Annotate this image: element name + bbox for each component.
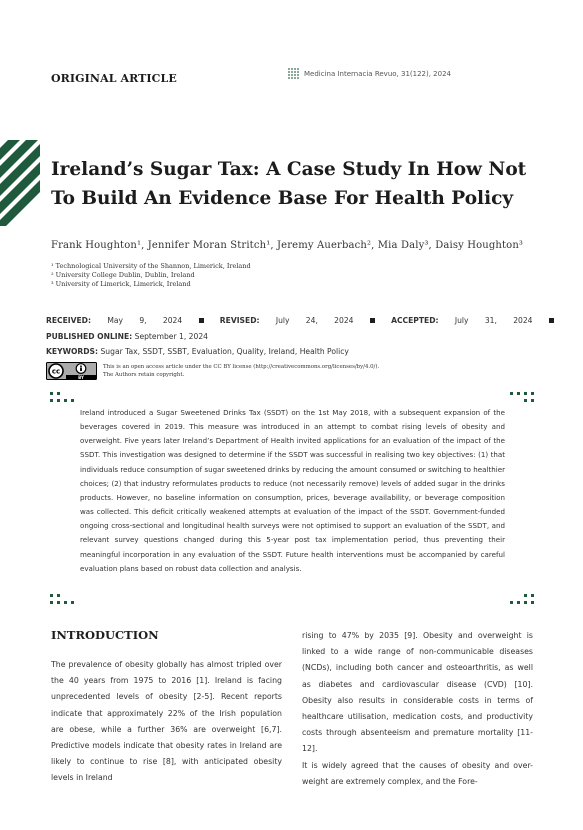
revised-day: 24, [305, 316, 318, 325]
license-line-2: The Authors retain copyright. [103, 372, 185, 378]
separator-square [199, 318, 204, 323]
article-title: Ireland’s Sugar Tax: A Case Study In How Not To Build An Evidence Base For Health Policy [51, 159, 527, 209]
published-line [46, 332, 208, 341]
revised-month: July [275, 316, 290, 325]
license-text [103, 363, 379, 379]
svg-text:cc: cc [51, 367, 61, 376]
received-day: 9, [139, 316, 147, 325]
keywords-line [46, 347, 349, 356]
dates-row [46, 316, 554, 325]
published-label: PUBLISHED ONLINE: [46, 332, 133, 341]
cc-by-icon [46, 362, 97, 380]
affiliation-3: ³ University of Limerick, Limerick, Ireland [51, 280, 191, 288]
journal-name: Medicina Internacia Revuo, 31(122), 2024 [304, 69, 451, 78]
license-block [46, 362, 379, 380]
author-list: Frank Houghton¹, Jennifer Moran Stritch¹, Jeremy Auerbach², Mia Daly³, Daisy Houghton³ [51, 240, 524, 251]
accepted-day: 31, [484, 316, 497, 325]
introduction-heading: INTRODUCTION [51, 628, 159, 642]
separator-square [370, 318, 375, 323]
affiliation-1: ¹ Technological University of the Shannon, Limerick, Ireland [51, 262, 251, 270]
grid-icon [288, 68, 299, 79]
received-label: RECEIVED: [46, 316, 92, 325]
license-line-1: This is an open access article under the CC BY license (http://creativecommons.org/licenses/by/4.0/). [103, 364, 380, 370]
cc-badge-text: BY [78, 374, 84, 380]
received-year: 2024 [162, 316, 183, 325]
accepted-month: July [454, 316, 469, 325]
revised-year: 2024 [334, 316, 354, 325]
abstract-text: Ireland introduced a Sugar Sweetened Drinks Tax (SSDT) on the 1st May 2018, with a subsequent expansion of the beverages covered in 2019. This measure was introduced in an attempt to combat rising levels of obesity and overweight. Five years later Ireland’s Department of Health invited applications for an evaluation of the impact of the SSDT. This investigation was designed to determine if the SSDT was successful in realising two key objectives: (1) that individuals reduce consumption of sugar sweetened drinks by reducing the amount consumed or switching to healthier choices; (2) that industry reformulates products to reduce (not necessarily remove) levels of added sugar in the drinks products. However, no baseline information on consumption, prices, beverage availability, or beverage composition was collected. This deficit critically weakened attempts at evaluation of the impact of the SSDT. Government-funded ongoing cross-sectional and longitudinal health surveys were not optimised to support an evaluation of the SSDT, and relevant survey questions changed during this 5-year post tax implementation period, thus preventing their meaningful incorporation in any evaluation of the SSDT. Future health interventions must be accompanied by careful evaluation plans based on robust data collection and analysis. [80, 408, 505, 573]
body-column-left [51, 657, 282, 787]
dot-grid-decoration [510, 392, 536, 404]
accepted-label: ACCEPTED: [391, 316, 439, 325]
accepted-year: 2024 [513, 316, 533, 325]
journal-citation [288, 68, 451, 79]
body-column-right [302, 628, 533, 790]
affiliation-2: ² University College Dublin, Dublin, Ireland [51, 271, 195, 279]
dot-grid-decoration [50, 392, 76, 404]
received-month: May [107, 316, 124, 325]
intro-paragraph-1: The prevalence of obesity globally has almost tripled over the 40 years from 1975 to 2016 [1]. Ireland is facing unprecedented levels of obesity [2-5]. Recent reports indicate that approximately 22% of the Irish population are obese, while a further 36% are overweight [6,7]. Predictive models indicate that obesity rates in Ireland are likely to continue to rise [8], with anticipated obesity levels in Ireland [51, 660, 282, 783]
intro-paragraph-1-continued: rising to 47% by 2035 [9]. Obesity and overweight is linked to a wide range of non-communicable diseases (NCDs), including both cancer and osteoarthritis, as well as diabetes and cardiovascular disease (CVD) [10]. Obesity also results in considerable costs in terms of healthcare utilisation, medication costs, and productivity costs through absenteeism and premature mortality [11-12]. [302, 631, 533, 754]
intro-paragraph-2: It is widely agreed that the causes of obesity and over-weight are extremely complex, and the Fore- [302, 760, 533, 786]
separator-square [549, 318, 554, 323]
revised-label: REVISED: [219, 316, 260, 325]
corner-stripes-decoration [0, 140, 40, 226]
article-type-label: ORIGINAL ARTICLE [51, 72, 177, 85]
published-date: September 1, 2024 [134, 332, 208, 341]
dot-grid-decoration [510, 594, 536, 606]
keywords-label: KEYWORDS: [46, 347, 99, 356]
keywords-value: Sugar Tax, SSDT, SSBT, Evaluation, Quality, Ireland, Health Policy [100, 347, 349, 356]
dot-grid-decoration [50, 594, 76, 606]
